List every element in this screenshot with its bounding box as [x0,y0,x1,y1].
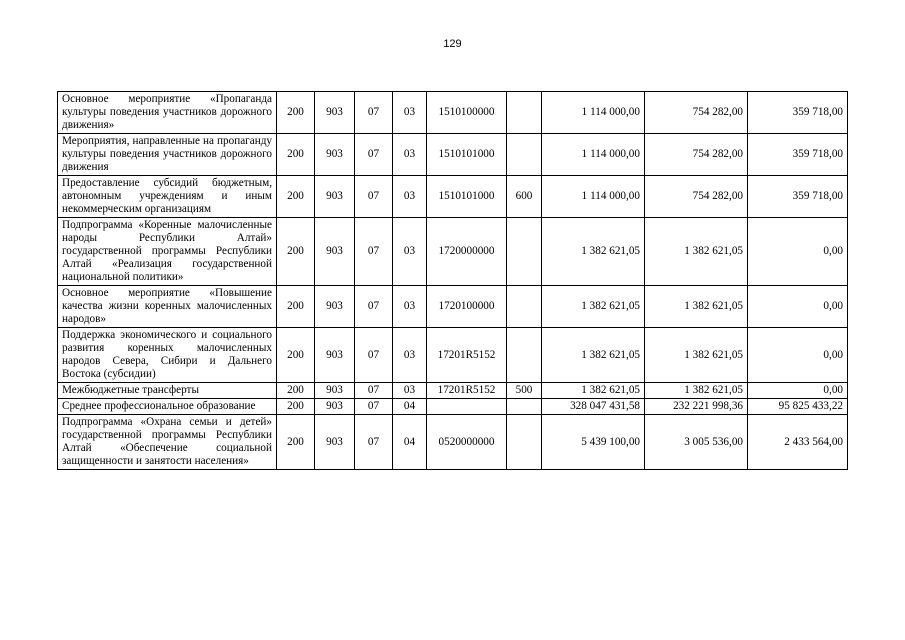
row-amount-3-cell: 0,00 [748,383,848,399]
row-name-cell: Подпрограмма «Коренные малочисленные народы Республики Алтай» государственной программы Республики Алтай «Реализация государственной национальной политики» [58,218,277,286]
table-row [58,92,848,134]
table-row [58,383,848,399]
row-admin-cell: 200 [277,218,315,286]
row-amount-2-cell: 754 282,00 [645,134,748,176]
table-row [58,134,848,176]
row-grbs-cell: 903 [315,328,355,383]
row-admin-cell: 200 [277,415,315,470]
row-name-cell: Основное мероприятие «Пропаганда культуры поведения участников дорожного движения» [58,92,277,134]
row-expense-type-cell: 500 [507,383,542,399]
row-expense-type-cell [507,415,542,470]
row-admin-cell: 200 [277,92,315,134]
row-section-cell: 07 [355,286,393,328]
row-section-cell: 07 [355,134,393,176]
row-admin-cell: 200 [277,134,315,176]
row-expense-type-cell [507,92,542,134]
row-amount-1-cell: 1 382 621,05 [542,328,645,383]
budget-table [57,91,848,470]
row-target-article-cell: 0520000000 [427,415,507,470]
table-row [58,415,848,470]
row-section-cell: 07 [355,176,393,218]
row-subsection-cell: 03 [393,134,427,176]
row-amount-2-cell: 754 282,00 [645,92,748,134]
row-expense-type-cell [507,328,542,383]
row-subsection-cell: 03 [393,328,427,383]
row-target-article-cell: 1510101000 [427,134,507,176]
row-amount-2-cell: 232 221 998,36 [645,399,748,415]
page-number: 129 [443,38,462,50]
row-target-article-cell: 1720000000 [427,218,507,286]
row-section-cell: 07 [355,328,393,383]
row-amount-1-cell: 1 114 000,00 [542,176,645,218]
row-amount-1-cell: 1 114 000,00 [542,92,645,134]
table-body [58,92,848,470]
row-section-cell: 07 [355,399,393,415]
row-grbs-cell: 903 [315,176,355,218]
row-subsection-cell: 04 [393,415,427,470]
row-amount-1-cell: 1 382 621,05 [542,286,645,328]
row-expense-type-cell [507,399,542,415]
row-grbs-cell: 903 [315,134,355,176]
row-target-article-cell: 1510101000 [427,176,507,218]
row-subsection-cell: 03 [393,176,427,218]
row-grbs-cell: 903 [315,286,355,328]
row-name-cell: Основное мероприятие «Повышение качества жизни коренных малочисленных народов» [58,286,277,328]
row-amount-1-cell: 1 382 621,05 [542,383,645,399]
row-amount-1-cell: 5 439 100,00 [542,415,645,470]
row-amount-1-cell: 1 382 621,05 [542,218,645,286]
row-amount-1-cell: 1 114 000,00 [542,134,645,176]
row-admin-cell: 200 [277,328,315,383]
row-name-cell: Среднее профессиональное образование [58,399,277,415]
row-amount-3-cell: 2 433 564,00 [748,415,848,470]
row-name-cell: Подпрограмма «Охрана семьи и детей» государственной программы Республики Алтай «Обеспечение социальной защищенности и занятости населения» [58,415,277,470]
row-name-cell: Межбюджетные трансферты [58,383,277,399]
row-admin-cell: 200 [277,399,315,415]
row-grbs-cell: 903 [315,383,355,399]
row-subsection-cell: 03 [393,218,427,286]
row-grbs-cell: 903 [315,92,355,134]
row-name-cell: Поддержка экономического и социального развития коренных малочисленных народов Севера, Сибири и Дальнего Востока (субсидии) [58,328,277,383]
row-subsection-cell: 03 [393,286,427,328]
row-target-article-cell [427,399,507,415]
row-amount-3-cell: 0,00 [748,218,848,286]
row-amount-3-cell: 0,00 [748,286,848,328]
row-section-cell: 07 [355,92,393,134]
row-grbs-cell: 903 [315,415,355,470]
row-name-cell: Предоставление субсидий бюджетным, автономным учреждениям и иным некоммерческим организациям [58,176,277,218]
row-amount-1-cell: 328 047 431,58 [542,399,645,415]
row-amount-2-cell: 1 382 621,05 [645,218,748,286]
row-target-article-cell: 17201R5152 [427,328,507,383]
row-amount-2-cell: 1 382 621,05 [645,328,748,383]
row-amount-2-cell: 754 282,00 [645,176,748,218]
row-grbs-cell: 903 [315,218,355,286]
row-subsection-cell: 03 [393,92,427,134]
row-amount-3-cell: 95 825 433,22 [748,399,848,415]
row-target-article-cell: 17201R5152 [427,383,507,399]
row-amount-2-cell: 1 382 621,05 [645,286,748,328]
row-expense-type-cell [507,218,542,286]
row-amount-3-cell: 0,00 [748,328,848,383]
row-expense-type-cell: 600 [507,176,542,218]
table-row [58,218,848,286]
table-row [58,286,848,328]
row-name-cell: Мероприятия, направленные на пропаганду культуры поведения участников дорожного движения [58,134,277,176]
table-row [58,176,848,218]
row-admin-cell: 200 [277,383,315,399]
row-amount-2-cell: 1 382 621,05 [645,383,748,399]
row-subsection-cell: 03 [393,383,427,399]
row-section-cell: 07 [355,415,393,470]
row-amount-2-cell: 3 005 536,00 [645,415,748,470]
row-grbs-cell: 903 [315,399,355,415]
row-section-cell: 07 [355,383,393,399]
row-section-cell: 07 [355,218,393,286]
table-row [58,399,848,415]
row-amount-3-cell: 359 718,00 [748,134,848,176]
row-admin-cell: 200 [277,176,315,218]
row-amount-3-cell: 359 718,00 [748,92,848,134]
row-expense-type-cell [507,134,542,176]
row-admin-cell: 200 [277,286,315,328]
table-row [58,328,848,383]
row-expense-type-cell [507,286,542,328]
row-target-article-cell: 1720100000 [427,286,507,328]
row-subsection-cell: 04 [393,399,427,415]
row-target-article-cell: 1510100000 [427,92,507,134]
row-amount-3-cell: 359 718,00 [748,176,848,218]
